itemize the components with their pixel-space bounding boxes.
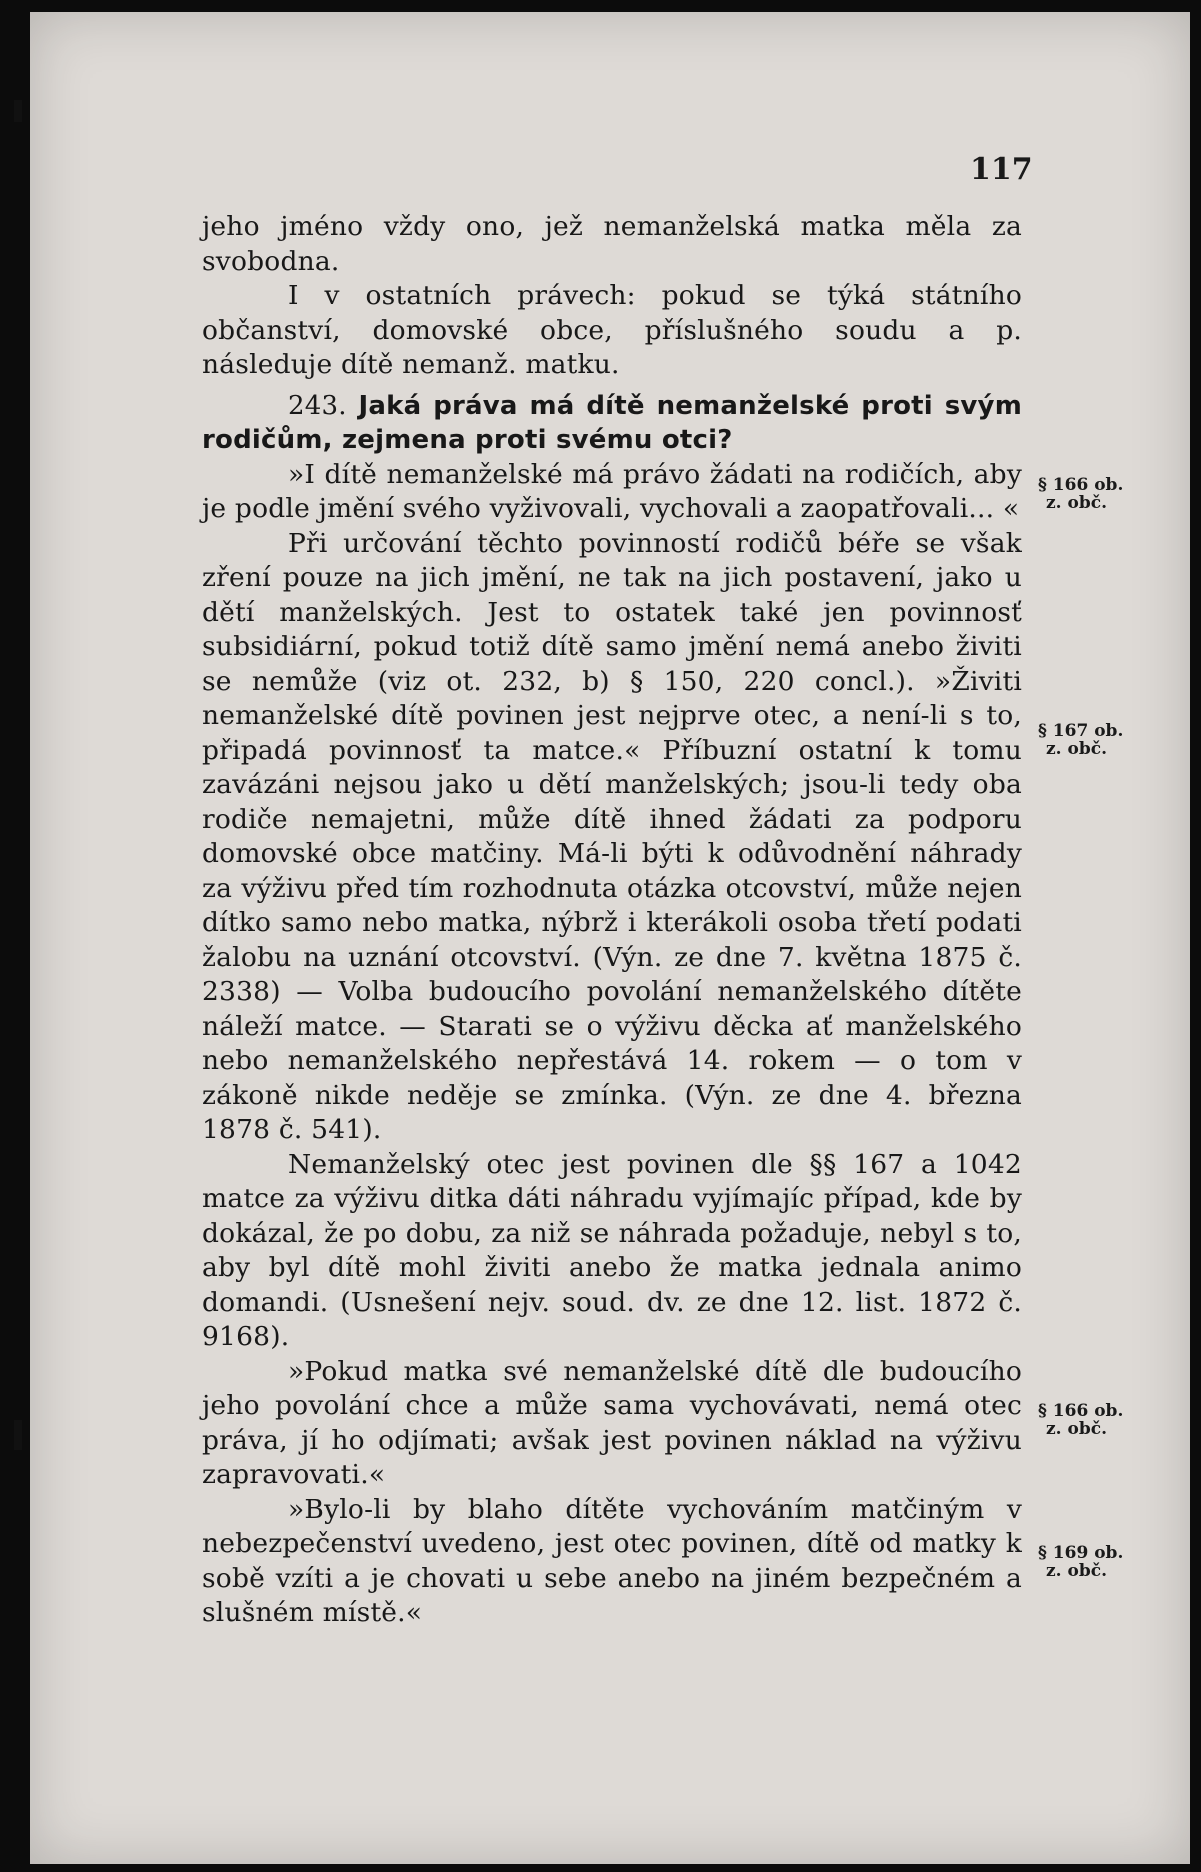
paragraph-2: I v ostatních právech: pokud se týká státního občanství, domovské obce, příslušného soudu a p. následuje dítě nemanž. matku. (202, 280, 1022, 380)
question-heading (202, 389, 1022, 458)
margin-note-code: z. obč. (1046, 1561, 1107, 1581)
paragraph-7: »Bylo-li by blaho dítěte vychováním matčiným v nebezpečenství uvedeno, jest otec povinen, dítě od matky k sobě vzíti a je chovati u sebe anebo na jiném bezpečném a slušném místě.« (202, 1493, 1022, 1628)
margin-note-4 (1038, 1544, 1148, 1580)
paragraph-4: Při určování těchto povinností rodičů béře se však zření pouze na jich jmění, ne tak na jich postavení, jako u dětí manželských. Jest to ostatek také jen povinnosť subsidiární, pokud totiž dítě samo jmění nemá anebo živiti se nemůže (viz ot. 232, b) § 150, 220 concl.). »Živiti nemanželské dítě povinen jest nejprve otec, a není-li s to, připadá povinnosť ta matce.« Příbuzní ostatní k tomu zavázáni nejsou jako u dětí manželských; jsou-li tedy oba rodiče nemajetni, může dítě ihned žádati za podporu domovské obce matčiny. Má-li býti k odůvodnění náhrady za výživu před tím rozhodnuta otázka otcovství, může nejen dítko samo nebo matka, nýbrž i kterákoli osoba třetí podati žalobu na uznání otcovství. (Výn. ze dne 7. května 1875 č. 2338) — Volba budoucího povolání nemanželského dítěte náleží matce. — Starati se o výživu děcka ať manželského nebo nemanželského nepřestává 14. rokem — o tom v zákoně nikde neděje se zmínka. (Výn. ze dne 4. března 1878 č. 541). (202, 527, 1022, 1145)
margin-note-section: § 166 ob. (1038, 1401, 1124, 1421)
paragraph-3: »I dítě nemanželské má právo žádati na rodičích, aby je podle jmění svého vyživovali, vychovali a zaopatřovali... « (202, 458, 1022, 524)
paragraph-5: Nemanželský otec jest povinen dle §§ 167 a 1042 matce za výživu ditka dáti náhradu vyjímajíc případ, kde by dokázal, že po dobu, za niž se náhrada požaduje, nebyl s to, aby byl dítě mohl živiti anebo že matka jednala animo domandi. (Usnešení nejv. soud. dv. ze dne 12. list. 1872 č. 9168). (202, 1148, 1022, 1352)
paragraph-6: »Pokud matka své nemanželské dítě dle budoucího jeho povolání chce a může sama vychovávati, nemá otec práva, jí ho odjímati; avšak jest povinen náklad na výživu zapravovati.« (202, 1355, 1022, 1490)
margin-note-3 (1038, 1402, 1148, 1438)
body-text (202, 210, 1022, 1631)
margin-note-code: z. obč. (1046, 1419, 1107, 1439)
paragraph-1: jeho jméno vždy ono, jež nemanželská matka měla za svobodna. (202, 211, 1022, 277)
margin-note-section: § 169 ob. (1038, 1543, 1124, 1563)
edge-mark-bottom (14, 1420, 22, 1450)
margin-note-1 (1038, 476, 1148, 512)
page-number: 117 (970, 152, 1033, 187)
margin-note-section: § 167 ob. (1038, 721, 1124, 741)
margin-note-code: z. obč. (1046, 493, 1107, 513)
question-number: 243. (288, 390, 347, 421)
book-page (30, 12, 1190, 1864)
edge-mark-top (14, 100, 22, 122)
margin-note-2 (1038, 722, 1148, 758)
margin-note-code: z. obč. (1046, 739, 1107, 759)
question-text: Jaká práva má dítě nemanželské proti svým rodičům, zejmena proti svému otci? (202, 390, 1022, 455)
margin-note-section: § 166 ob. (1038, 475, 1124, 495)
